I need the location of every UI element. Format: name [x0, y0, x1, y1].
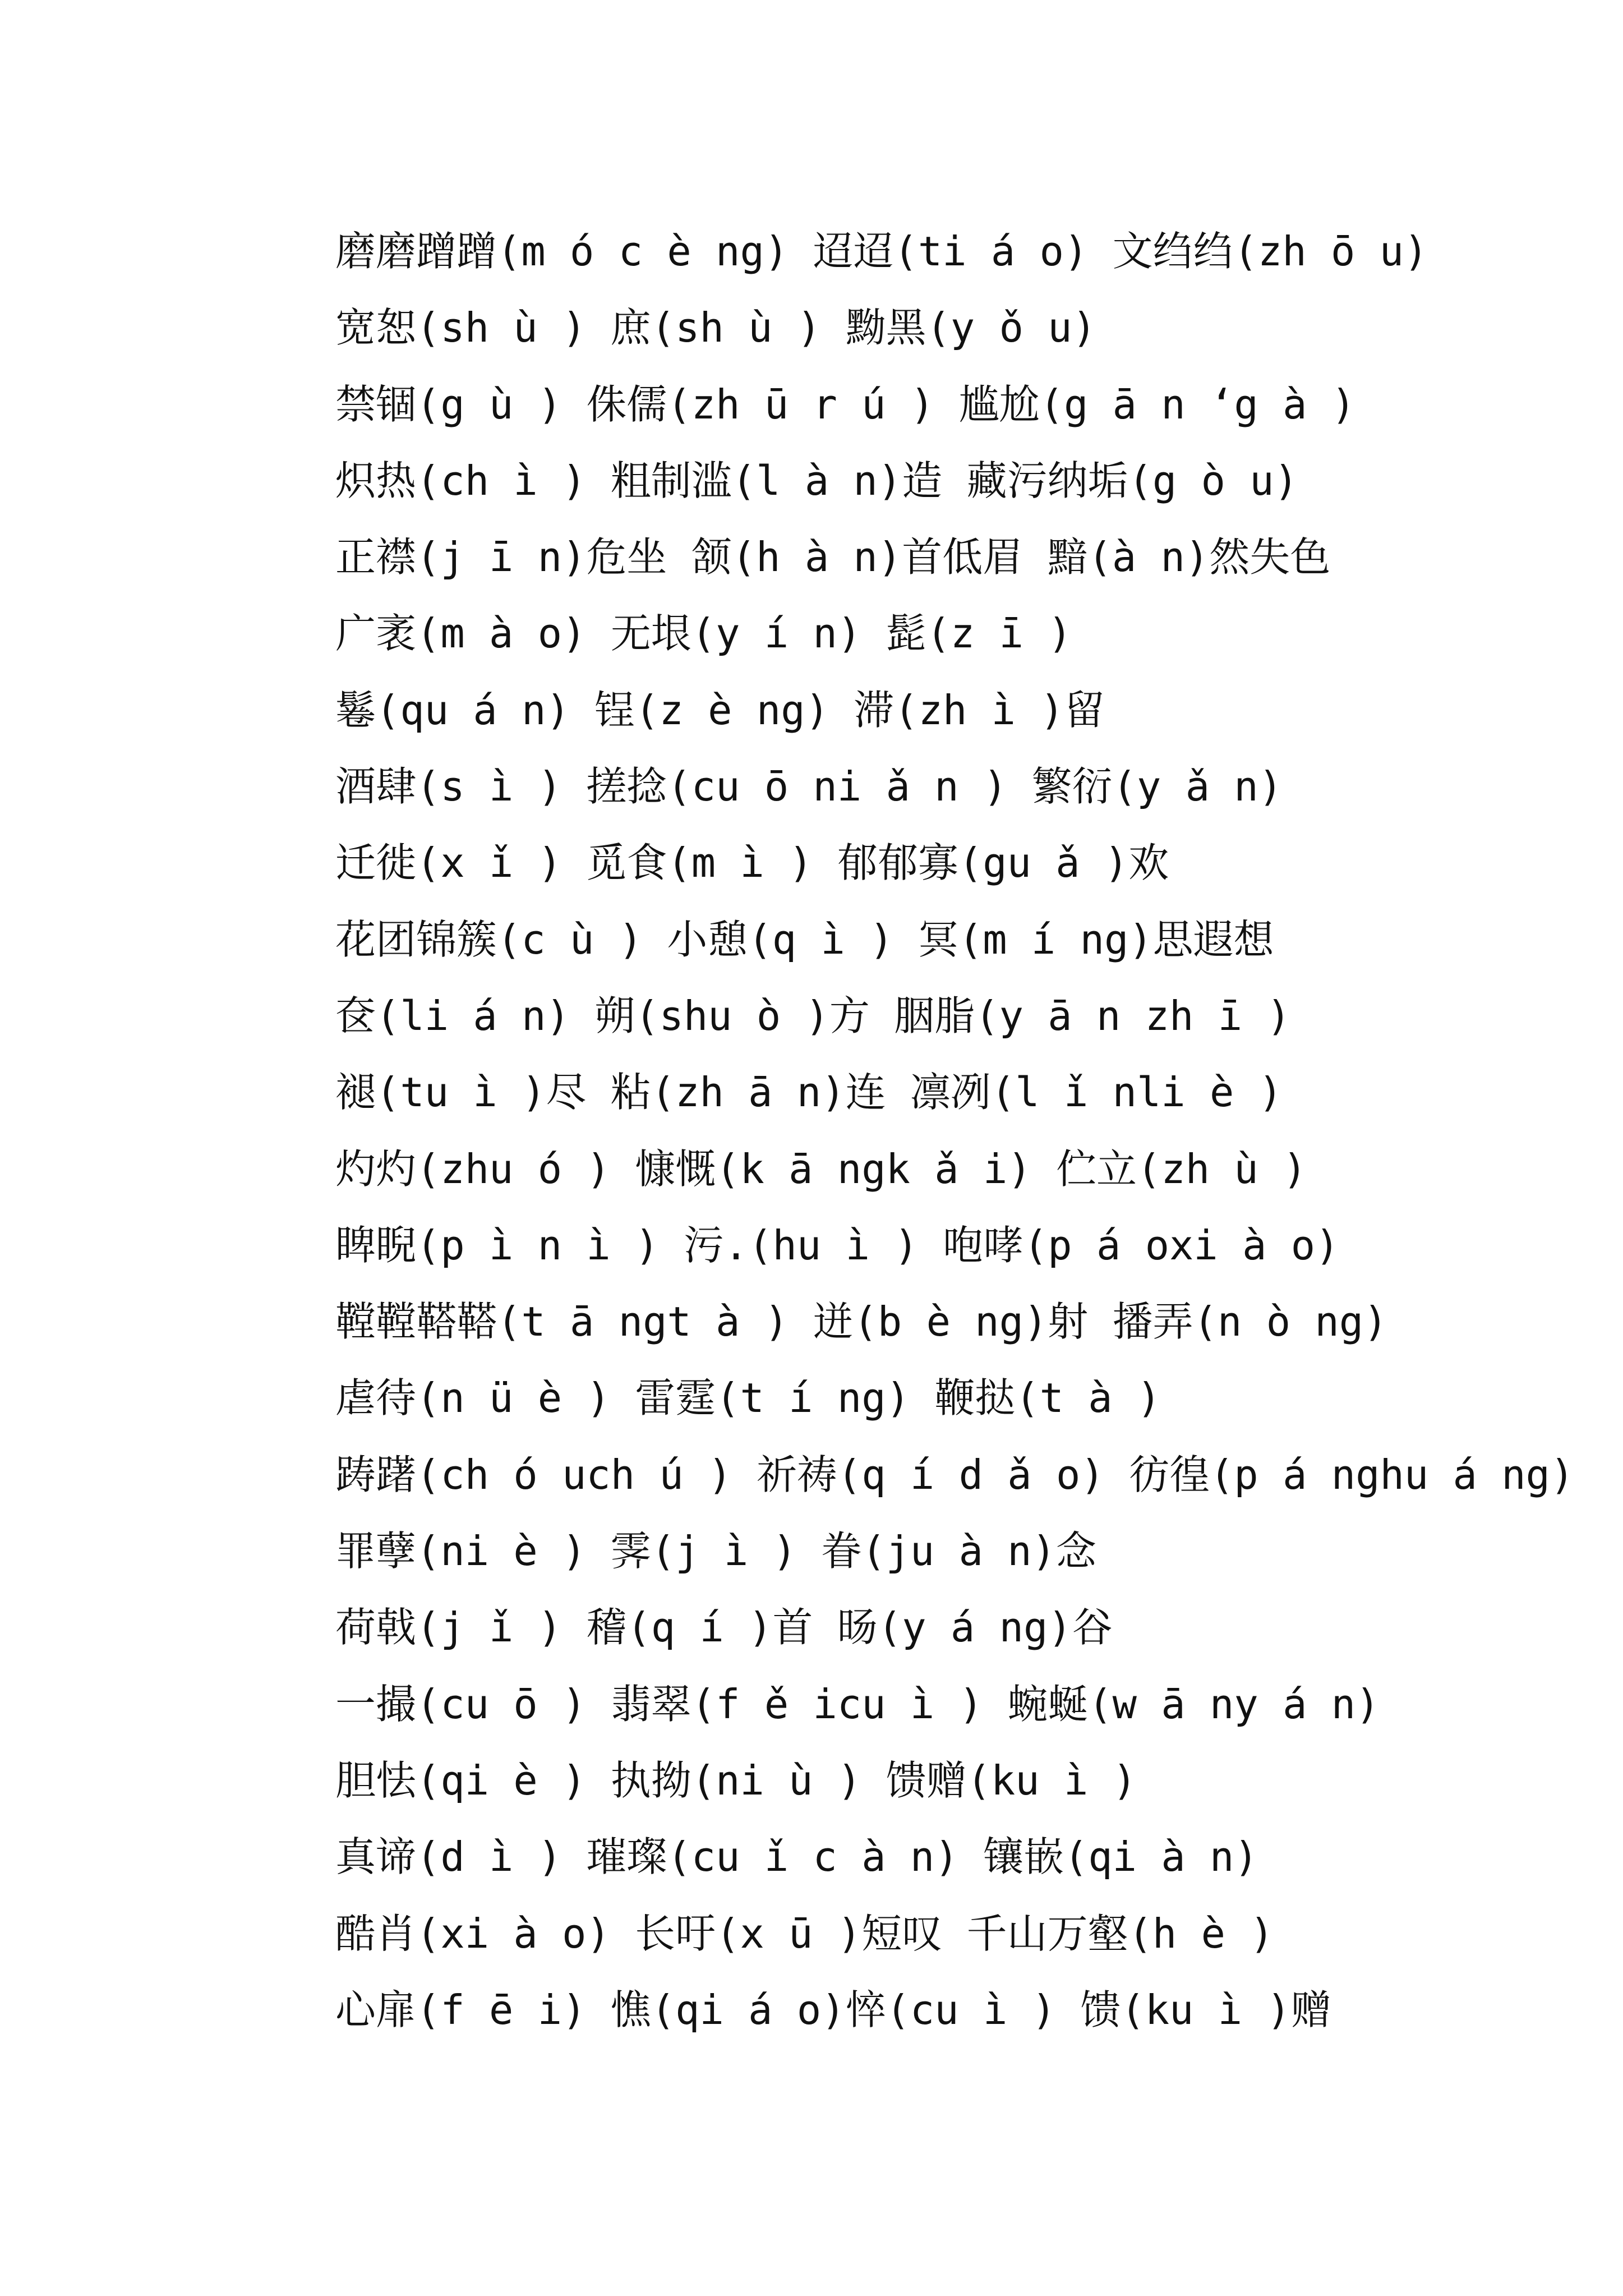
vocab-line-10: 花团锦簇(c ù ) 小憩(q ì ) 冥(m í ng)思遐想 [335, 915, 1274, 963]
vocab-line-3: 禁锢(g ù ) 侏儒(zh ū r ú ) 尴尬(g ā n ‘g à ) [335, 380, 1356, 428]
vocab-line-11: 奁(li á n) 朔(shu ò )方 胭脂(y ā n zh ī ) [335, 992, 1291, 1039]
vocab-line-23: 酷肖(xi à o) 长吁(x ū )短叹 千山万壑(h è ) [335, 1910, 1274, 1957]
vocab-line-20: 一撮(cu ō ) 翡翠(f ě icu ì ) 蜿蜒(w ā ny á n) [335, 1680, 1380, 1728]
vocab-line-17: 踌躇(ch ó uch ú ) 祈祷(q í d ǎ o) 彷徨(p á nghu á ng) [335, 1451, 1575, 1498]
vocab-line-24: 心扉(f ē i) 憔(qi á o)悴(cu ì ) 馈(ku ì )赠 [335, 1986, 1331, 2033]
vocab-line-2: 宽恕(sh ù ) 庶(sh ù ) 黝黑(y ǒ u) [335, 304, 1096, 352]
vocab-line-5: 正襟(j ī n)危坐 颔(h à n)首低眉 黯(à n)然失色 [335, 533, 1331, 581]
vocab-line-7: 鬈(qu á n) 锃(z è ng) 滞(zh ì )留 [335, 686, 1105, 734]
vocab-line-4: 炽热(ch ì ) 粗制滥(l à n)造 藏污纳垢(g ò u) [335, 457, 1298, 504]
vocab-line-18: 罪孽(ni è ) 霁(j ì ) 眷(ju à n)念 [335, 1527, 1096, 1575]
vocab-line-12: 褪(tu ì )尽 粘(zh ā n)连 凛冽(l ǐ nli è ) [335, 1069, 1283, 1116]
vocab-line-13: 灼灼(zhu ó ) 慷慨(k ā ngk ǎ i) 伫立(zh ù ) [335, 1145, 1307, 1193]
vocab-line-1: 磨磨蹭蹭(m ó c è ng) 迢迢(ti á o) 文绉绉(zh ō u) [335, 228, 1428, 275]
vocab-line-8: 酒肆(s ì ) 搓捻(cu ō ni ǎ n ) 繁衍(y ǎ n) [335, 763, 1283, 811]
vocab-line-9: 迁徙(x ǐ ) 觅食(m ì ) 郁郁寡(gu ǎ )欢 [335, 839, 1169, 887]
vocab-line-6: 广袤(m à o) 无垠(y í n) 髭(z ī ) [335, 610, 1072, 657]
vocab-line-21: 胆怯(qi è ) 执拗(ni ù ) 馈赠(ku ì ) [335, 1756, 1137, 1804]
vocab-line-14: 睥睨(p ì n ì ) 污.(hu ì ) 咆哮(p á oxi à o) [335, 1221, 1340, 1269]
vocabulary-list [335, 213, 1575, 2048]
vocab-line-15: 鞺鞺鞳鞳(t ā ngt à ) 迸(b è ng)射 播弄(n ò ng) [335, 1298, 1388, 1346]
vocab-line-16: 虐待(n ü è ) 雷霆(t í ng) 鞭挞(t à ) [335, 1374, 1161, 1422]
vocab-line-19: 荷戟(j ǐ ) 稽(q í )首 旸(y á ng)谷 [335, 1604, 1113, 1651]
vocab-line-22: 真谛(d ì ) 璀璨(cu ǐ c à n) 镶嵌(qi à n) [335, 1833, 1258, 1881]
